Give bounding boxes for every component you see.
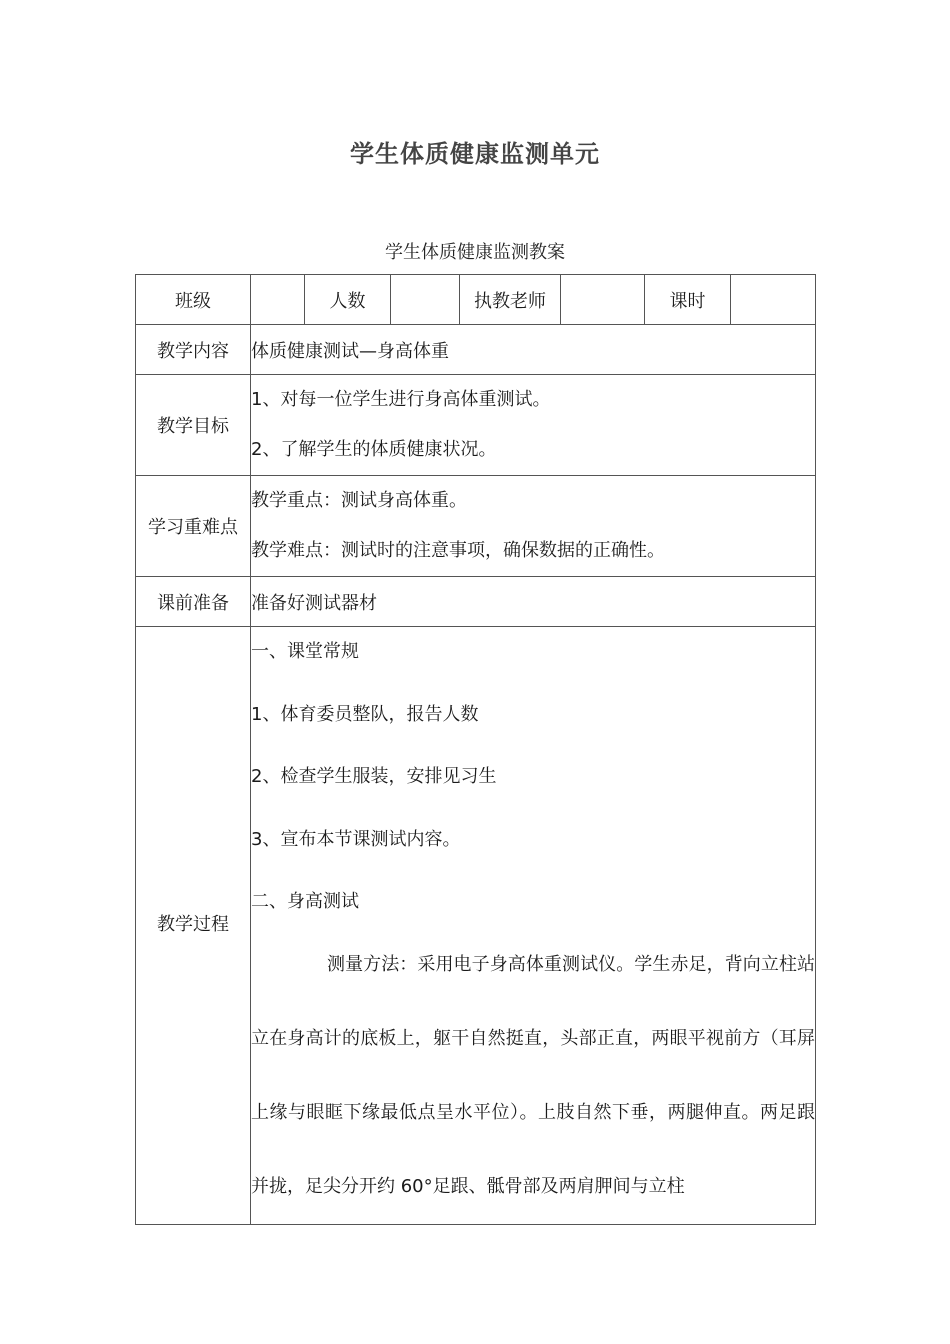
key-points-list [251, 476, 816, 577]
preparation-label: 课前准备 [136, 577, 251, 627]
key-point-item: 教学重点：测试身高体重。 [251, 490, 467, 511]
preparation-row [136, 577, 816, 627]
process-line: 一、课堂常规 [251, 641, 359, 662]
content-value: 体质健康测试—身高体重 [251, 325, 816, 375]
process-line: 3、宣布本节课测试内容。 [251, 828, 461, 850]
class-label: 班级 [136, 275, 251, 325]
teacher-value [561, 275, 645, 325]
header-row [136, 275, 816, 325]
preparation-value: 准备好测试器材 [251, 577, 816, 627]
lesson-plan-table [135, 274, 816, 1225]
process-line: 二、身高测试 [251, 891, 359, 912]
goals-list [251, 375, 816, 476]
key-point-item: 教学难点：测试时的注意事项，确保数据的正确性。 [251, 540, 665, 561]
process-row [136, 627, 816, 1225]
goals-label: 教学目标 [136, 375, 251, 476]
document-subtitle: 学生体质健康监测教案 [385, 242, 565, 263]
document-title: 学生体质健康监测单元 [350, 140, 600, 168]
goal-item: 2、了解学生的体质健康状况。 [251, 439, 497, 460]
period-value [731, 275, 816, 325]
process-line: 1、体育委员整队，报告人数 [251, 703, 479, 725]
process-line: 2、检查学生服装，安排见习生 [251, 766, 497, 787]
content-label: 教学内容 [136, 325, 251, 375]
process-body [251, 627, 816, 1225]
class-value [251, 275, 305, 325]
goals-row [136, 375, 816, 476]
key-points-row [136, 476, 816, 577]
period-label: 课时 [645, 275, 731, 325]
process-label: 教学过程 [136, 627, 251, 1225]
student-count-value [391, 275, 460, 325]
goal-item: 1、对每一位学生进行身高体重测试。 [251, 389, 551, 410]
teacher-label: 执教老师 [460, 275, 561, 325]
measurement-method-paragraph: 测量方法：采用电子身高体重测试仪。学生赤足，背向立柱站立在身高计的底板上，躯干自然挺直，头部正直，两眼平视前方（耳屏上缘与眼眶下缘最低点呈水平位）。上肢自然下垂，两腿伸直。两足跟并拢，足尖分开约 60°足跟、骶骨部及两肩胛间与立柱 [251, 953, 815, 1197]
key-points-label: 学习重难点 [136, 476, 251, 577]
student-count-label: 人数 [305, 275, 391, 325]
content-row [136, 325, 816, 375]
